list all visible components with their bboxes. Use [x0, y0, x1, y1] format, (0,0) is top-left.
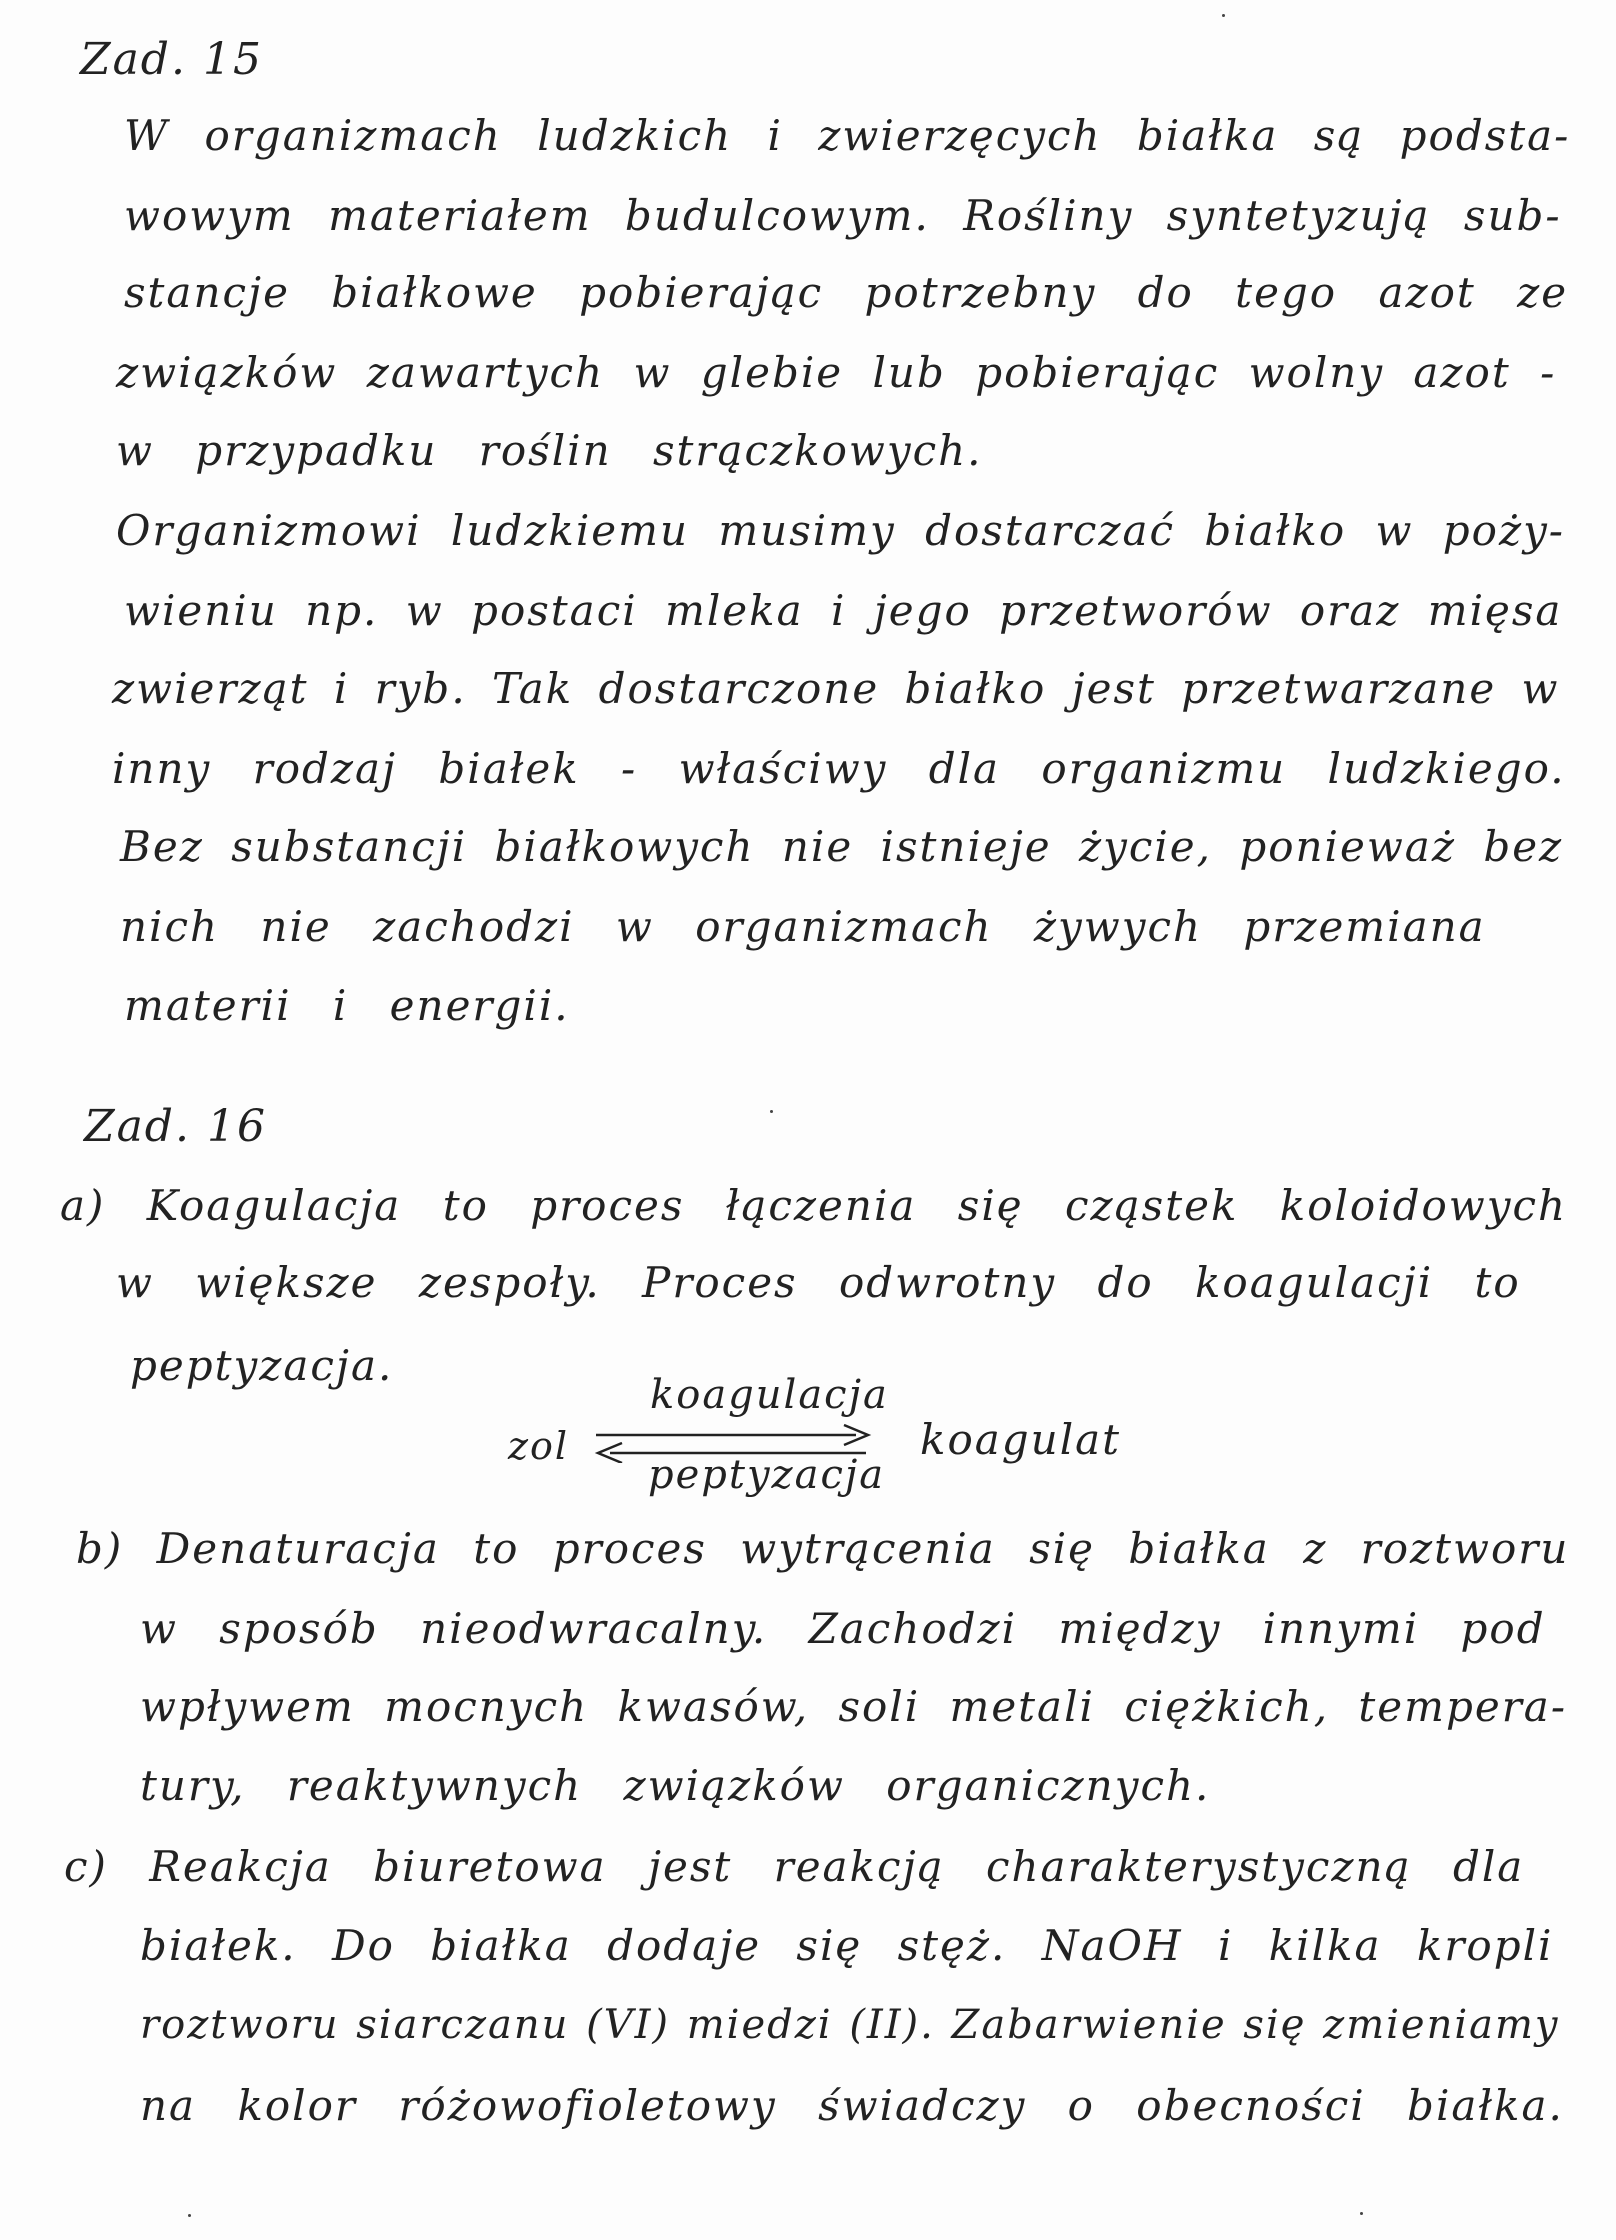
task-16c-line: białek. Do białka dodaje się stęż. NaOH i kilka kropli [140, 1921, 1554, 1970]
scan-speck [770, 1110, 773, 1113]
task-16c-line: c) Reakcja biuretowa jest reakcją charakterystyczną dla [64, 1842, 1525, 1891]
task-16b-line: tury, reaktywnych związków organicznych. [140, 1761, 1211, 1810]
task-16a-line: a) Koagulacja to proces łączenia się cząstek koloidowych [60, 1181, 1568, 1230]
task-16c-line: roztworu siarczanu (VI) miedzi (II). Zabarwienie się zmieniamy [140, 2002, 1560, 2048]
task-16b-line: b) Denaturacja to proces wytrącenia się białka z roztworu [76, 1524, 1570, 1573]
reaction-forward-label: koagulacja [650, 1372, 889, 1418]
task-15-line: związków zawartych w glebie lub pobierając wolny azot - [116, 348, 1557, 397]
coagulation-reaction-scheme [500, 1372, 1200, 1505]
task-16a-line: w większe zespoły. Proces odwrotny do koagulacji to [116, 1258, 1521, 1307]
scan-speck [188, 2214, 191, 2217]
task-15-line: W organizmach ludzkich i zwierzęcych białka są podsta- [124, 111, 1571, 160]
task-16-heading: Zad. 16 [84, 1101, 267, 1152]
task-15-line: materii i energii. [124, 981, 570, 1030]
reaction-koagulat-label: koagulat [920, 1415, 1122, 1464]
task-15-line: wieniu np. w postaci mleka i jego przetworów oraz mięsa [124, 586, 1563, 635]
task-15-line: wowym materiałem budulcowym. Rośliny syntetyzują sub- [124, 191, 1562, 240]
task-15-line: inny rodzaj białek - właściwy dla organizmu ludzkiego. [112, 744, 1566, 793]
task-15-line: stancje białkowe pobierając potrzebny do tego azot ze [124, 268, 1569, 317]
task-15-heading: Zad. 15 [80, 34, 263, 85]
task-15-line: zwierząt i ryb. Tak dostarczone białko jest przetwarzane w [112, 664, 1560, 713]
task-15-line: nich nie zachodzi w organizmach żywych przemiana [120, 902, 1486, 951]
task-15-line: w przypadku roślin strączkowych. [116, 426, 983, 475]
scan-speck [1360, 2212, 1363, 2215]
task-15-line: Organizmowi ludzkiemu musimy dostarczać białko w poży- [116, 506, 1565, 555]
reaction-sol-label: zol [508, 1424, 570, 1468]
task-16a-line: peptyzacja. [130, 1341, 394, 1390]
task-16c-line: na kolor różowofioletowy świadczy o obecności białka. [140, 2081, 1564, 2130]
task-15-line: Bez substancji białkowych nie istnieje życie, ponieważ bez [120, 822, 1564, 871]
task-16b-line: wpływem mocnych kwasów, soli metali ciężkich, tempera- [140, 1682, 1568, 1731]
task-16b-line: w sposób nieodwracalny. Zachodzi między innymi pod [140, 1604, 1546, 1653]
reaction-backward-label: peptyzacja [648, 1452, 886, 1498]
scan-speck [1222, 14, 1225, 17]
